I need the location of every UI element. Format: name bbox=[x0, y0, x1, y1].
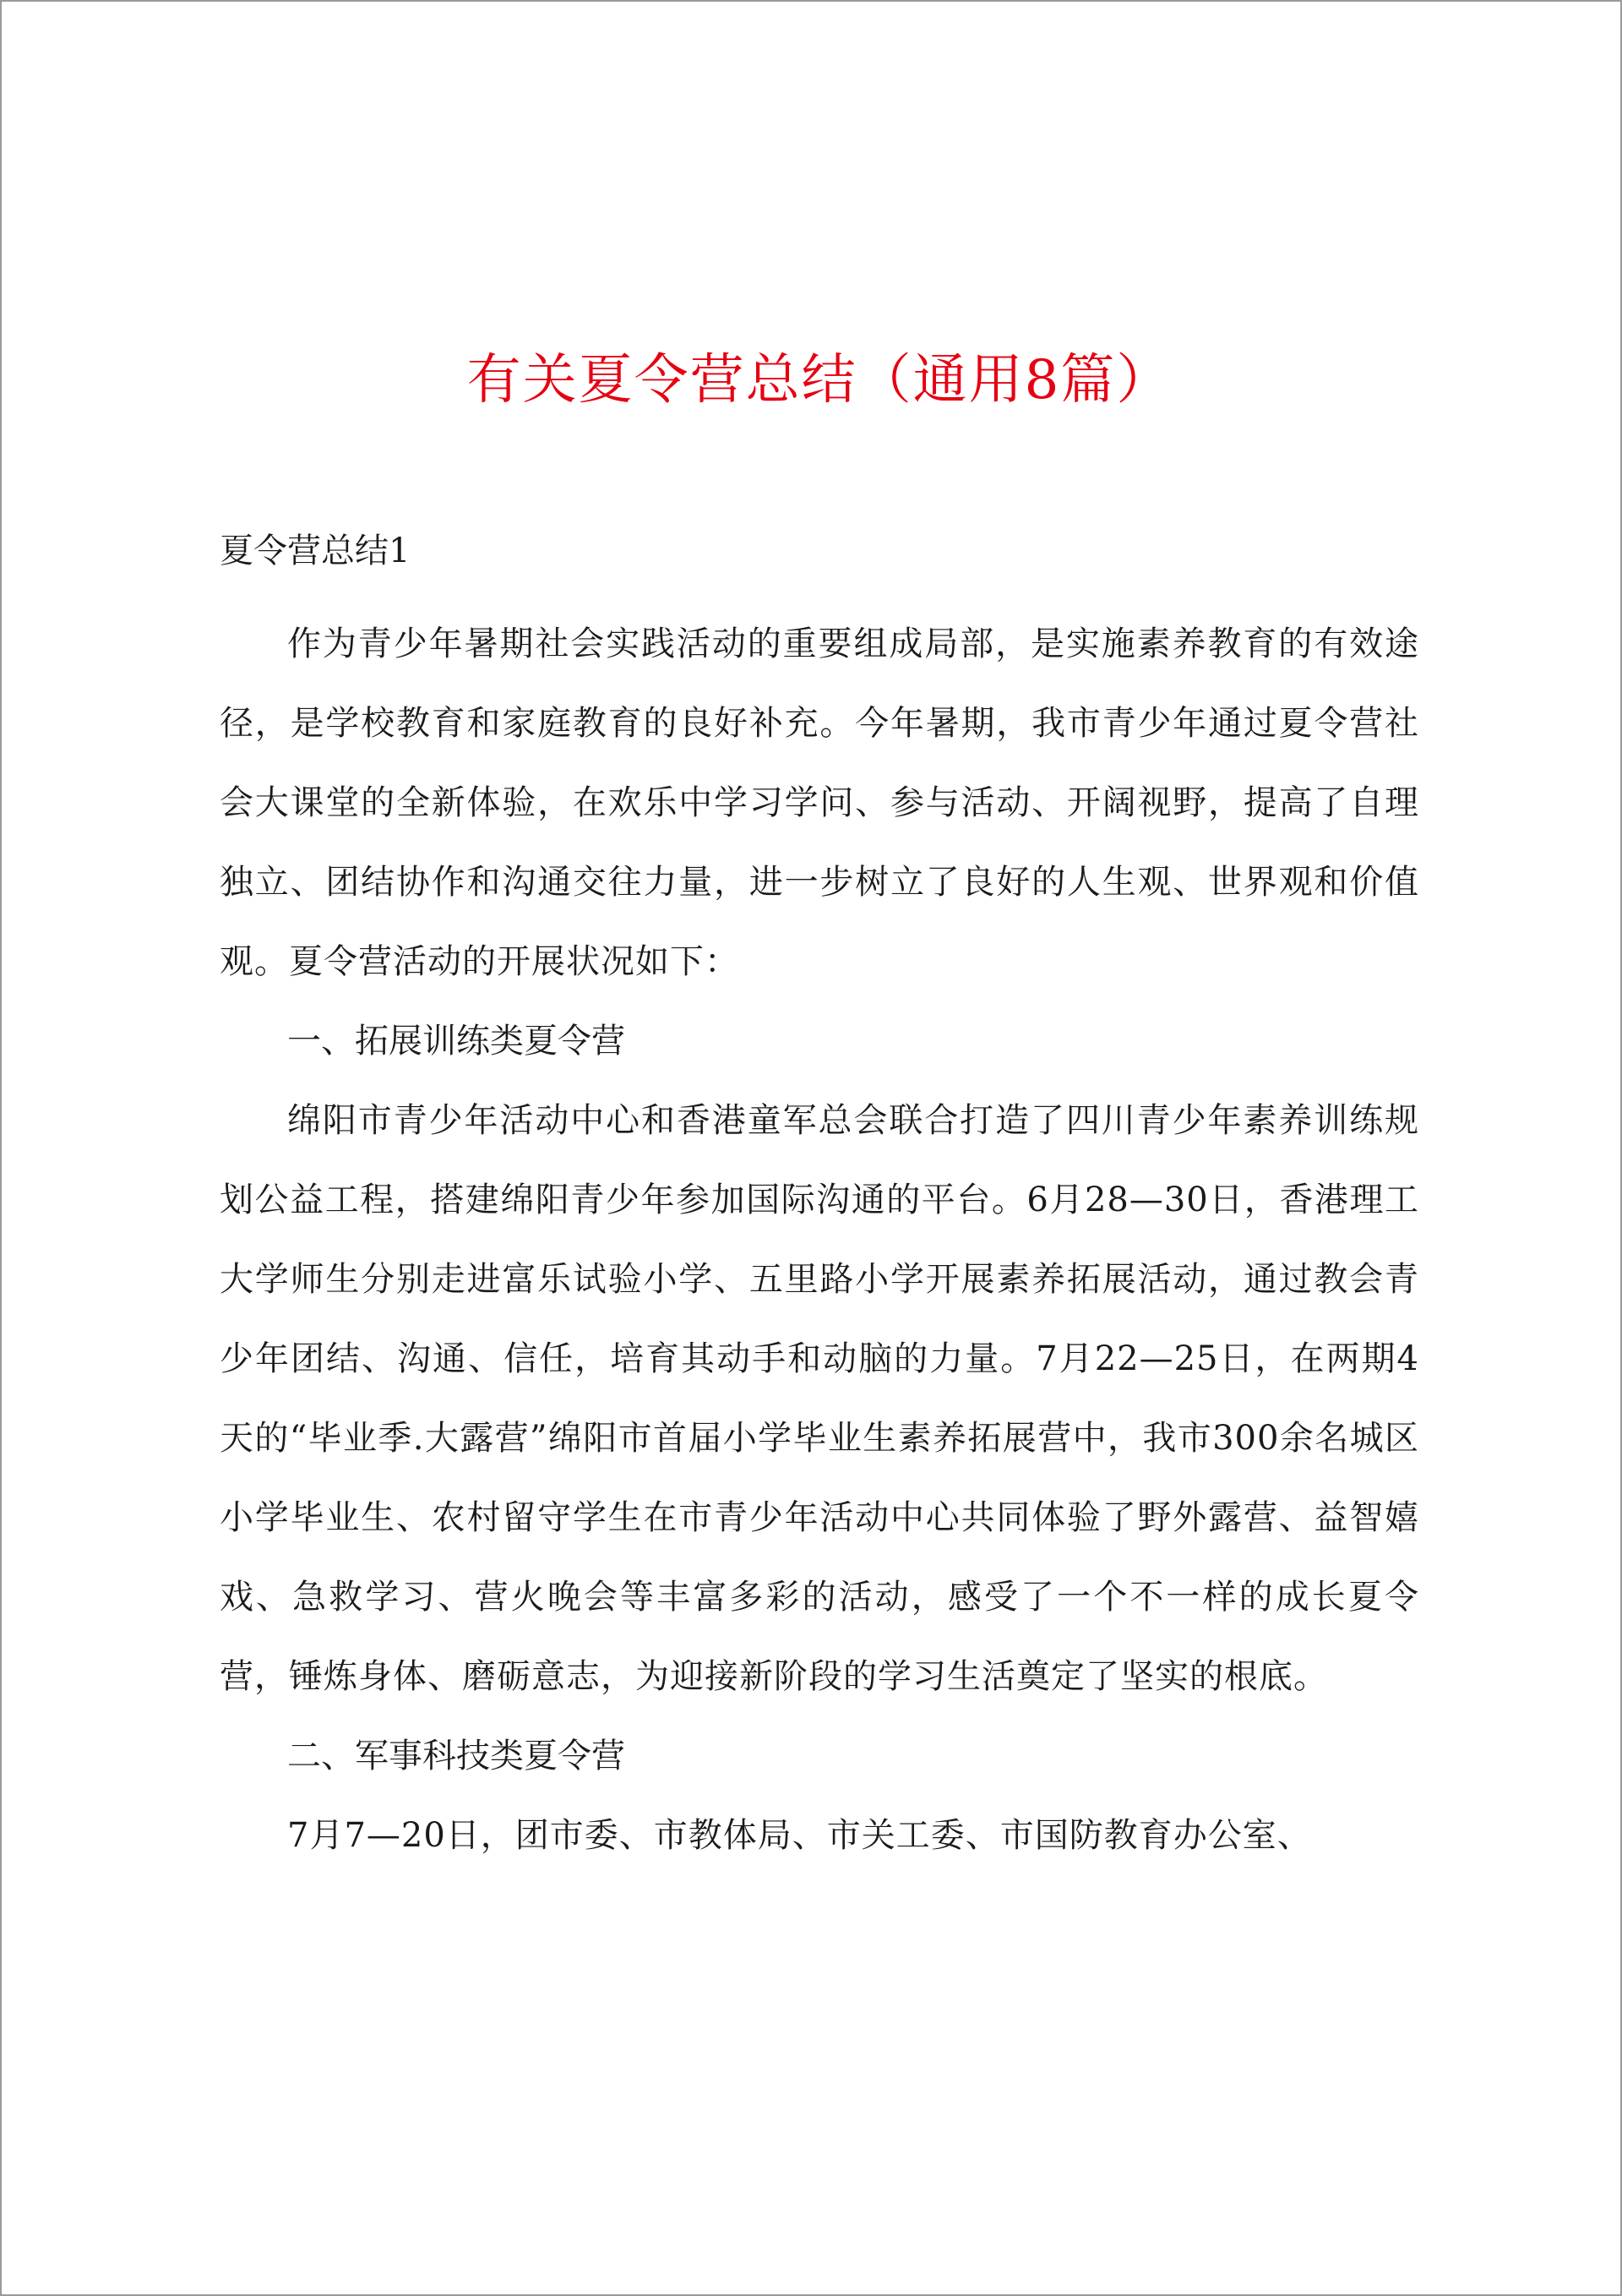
outdoor-training-paragraph: 绵阳市青少年活动中心和香港童军总会联合打造了四川青少年素养训练规划公益工程，搭建绵阳青少年参加国际沟通的平台。6月28—30日，香港理工大学师生分别走进富乐试验小学、五里路小学开展素养拓展活动，通过教会青少年团结、沟通、信任，培育其动手和动脑的力量。7月22—25日，在两期4天的“毕业季.大露营”绵阳市首届小学毕业生素养拓展营中，我市300余名城区小学毕业生、农村留守学生在市青少年活动中心共同体验了野外露营、益智嬉戏、急救学习、营火晚会等丰富多彩的活动，感受了一个不一样的成长夏令营，锤炼身体、磨砺意志，为迎接新阶段的学习生活奠定了坚实的根底。 bbox=[220, 1101, 1419, 1696]
section-heading: 夏令营总结1 bbox=[220, 532, 411, 570]
document-title: 有关夏令营总结（通用8篇） bbox=[466, 349, 1173, 412]
subheading-outdoor-training: 一、拓展训练类夏令营 bbox=[287, 1022, 625, 1061]
document-body bbox=[220, 334, 1419, 1875]
intro-paragraph: 作为青少年暑期社会实践活动的重要组成局部，是实施素养教育的有效途径，是学校教育和家庭教育的良好补充。今年暑期，我市青少年通过夏令营社会大课堂的全新体验，在欢乐中学习学问、参与活动、开阔视野，提高了自理独立、团结协作和沟通交往力量，进一步树立了良好的人生观、世界观和价值观。夏令营活动的开展状况如下： bbox=[220, 624, 1419, 981]
subheading-military-tech: 二、军事科技类夏令营 bbox=[287, 1737, 625, 1775]
military-tech-paragraph: 7月7—20日，团市委、市教体局、市关工委、市国防教育办公室、 bbox=[287, 1816, 1312, 1855]
